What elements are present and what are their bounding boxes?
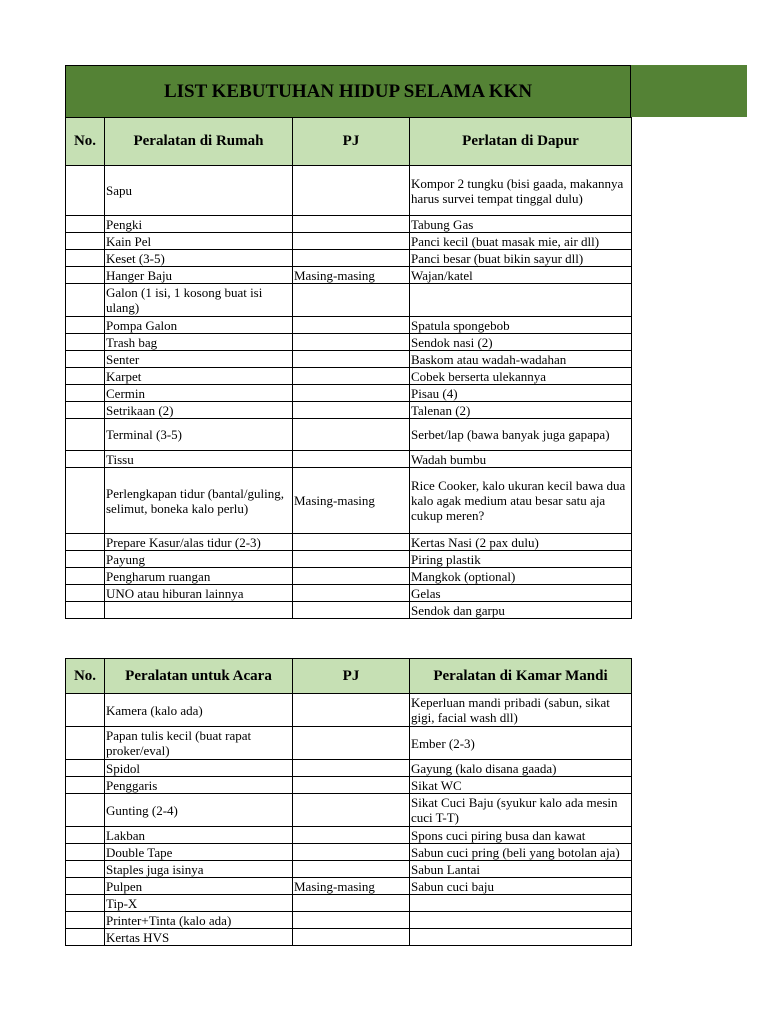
cell-pj [293,368,410,385]
cell-pj [293,419,410,451]
cell-no [66,895,105,912]
table-row [66,794,632,827]
cell-item: Sabun cuci baju [410,878,632,895]
table-row [66,534,632,551]
table-row [66,861,632,878]
cell-item: Spons cuci piring busa dan kawat [410,827,632,844]
cell-no [66,216,105,233]
cell-item [410,912,632,929]
cell-no [66,861,105,878]
table-row [66,912,632,929]
cell-no [66,844,105,861]
cell-pj [293,166,410,216]
cell-no [66,827,105,844]
cell-no [66,727,105,760]
cell-pj [293,334,410,351]
cell-item [105,602,293,619]
cell-pj [293,250,410,267]
col-header-kitchen-items: Perlatan di Dapur [410,118,632,166]
cell-pj [293,827,410,844]
cell-pj: Masing-masing [293,468,410,534]
cell-pj: Masing-masing [293,267,410,284]
cell-pj [293,794,410,827]
cell-pj [293,284,410,317]
cell-no [66,368,105,385]
cell-item: Kamera (kalo ada) [105,694,293,727]
cell-item: Terminal (3-5) [105,419,293,451]
cell-no [66,760,105,777]
cell-item: Sapu [105,166,293,216]
table-row [66,777,632,794]
cell-item: Sikat Cuci Baju (syukur kalo ada mesin cuci T-T) [410,794,632,827]
cell-item: Lakban [105,827,293,844]
cell-item: Panci besar (buat bikin sayur dll) [410,250,632,267]
cell-item: Karpet [105,368,293,385]
cell-item [410,929,632,946]
cell-no [66,585,105,602]
cell-pj [293,844,410,861]
cell-pj [293,568,410,585]
cell-no [66,468,105,534]
cell-item: Serbet/lap (bawa banyak juga gapapa) [410,419,632,451]
cell-item: Kertas HVS [105,929,293,946]
cell-item: Trash bag [105,334,293,351]
cell-item: Setrikaan (2) [105,402,293,419]
household-kitchen-table [65,117,632,619]
cell-item: Talenan (2) [410,402,632,419]
cell-no [66,419,105,451]
cell-pj [293,861,410,878]
cell-pj [293,777,410,794]
table-row [66,568,632,585]
cell-no [66,284,105,317]
table-row [66,694,632,727]
table-row [66,284,632,317]
cell-item: Pengki [105,216,293,233]
table-row [66,585,632,602]
col-header-house-items: Peralatan di Rumah [105,118,293,166]
table-row [66,166,632,216]
cell-no [66,929,105,946]
cell-pj [293,317,410,334]
cell-pj [293,385,410,402]
cell-no [66,317,105,334]
cell-item: Sabun cuci pring (beli yang botolan aja) [410,844,632,861]
cell-no [66,568,105,585]
cell-item [410,895,632,912]
cell-item: Keset (3-5) [105,250,293,267]
cell-item: Kompor 2 tungku (bisi gaada, makannya harus survei tempat tinggal dulu) [410,166,632,216]
cell-no [66,878,105,895]
table-row [66,250,632,267]
cell-pj [293,929,410,946]
cell-pj [293,727,410,760]
cell-item: Sabun Lantai [410,861,632,878]
cell-item: Ember (2-3) [410,727,632,760]
table-row [66,895,632,912]
cell-item: Gelas [410,585,632,602]
cell-item: Perlengkapan tidur (bantal/guling, selimut, boneka kalo perlu) [105,468,293,534]
cell-pj [293,534,410,551]
col-header-pj: PJ [293,118,410,166]
cell-item: Piring plastik [410,551,632,568]
cell-item [410,284,632,317]
cell-item: Pisau (4) [410,385,632,402]
cell-item: Sendok dan garpu [410,602,632,619]
col-header-event-items: Peralatan untuk Acara [105,659,293,694]
cell-pj: Masing-masing [293,878,410,895]
cell-pj [293,895,410,912]
cell-no [66,334,105,351]
table-row [66,385,632,402]
cell-no [66,267,105,284]
cell-item: Hanger Baju [105,267,293,284]
cell-item: Double Tape [105,844,293,861]
cell-item: Tissu [105,451,293,468]
cell-no [66,602,105,619]
cell-no [66,451,105,468]
cell-item: Payung [105,551,293,568]
table-row [66,233,632,250]
cell-item: UNO atau hiburan lainnya [105,585,293,602]
table-row [66,334,632,351]
cell-pj [293,760,410,777]
table-row [66,827,632,844]
table-row [66,402,632,419]
cell-item: Senter [105,351,293,368]
cell-no [66,777,105,794]
event-bathroom-table [65,658,632,946]
cell-item: Cobek berserta ulekannya [410,368,632,385]
table-row [66,468,632,534]
table-row [66,451,632,468]
cell-no [66,166,105,216]
cell-item: Spatula spongebob [410,317,632,334]
table-row [66,551,632,568]
cell-item: Kertas Nasi (2 pax dulu) [410,534,632,551]
cell-item: Gunting (2-4) [105,794,293,827]
cell-item: Pengharum ruangan [105,568,293,585]
table-row [66,216,632,233]
cell-item: Staples juga isinya [105,861,293,878]
col-header-pj: PJ [293,659,410,694]
cell-item: Gayung (kalo disana gaada) [410,760,632,777]
cell-no [66,794,105,827]
cell-pj [293,912,410,929]
cell-pj [293,233,410,250]
cell-no [66,534,105,551]
col-header-bathroom-items: Peralatan di Kamar Mandi [410,659,632,694]
cell-item: Baskom atau wadah-wadahan [410,351,632,368]
table-row [66,317,632,334]
cell-no [66,385,105,402]
cell-item: Kain Pel [105,233,293,250]
cell-no [66,351,105,368]
cell-item: Mangkok (optional) [410,568,632,585]
cell-item: Pompa Galon [105,317,293,334]
cell-item: Keperluan mandi pribadi (sabun, sikat gigi, facial wash dll) [410,694,632,727]
table-row [66,878,632,895]
cell-item: Rice Cooker, kalo ukuran kecil bawa dua kalo agak medium atau besar satu aja cukup meren? [410,468,632,534]
cell-item: Penggaris [105,777,293,794]
table-row [66,368,632,385]
cell-no [66,551,105,568]
cell-no [66,694,105,727]
cell-item: Tabung Gas [410,216,632,233]
col-header-no: No. [66,118,105,166]
cell-item: Wajan/katel [410,267,632,284]
table-row [66,602,632,619]
cell-item: Papan tulis kecil (buat rapat proker/eval) [105,727,293,760]
table-row [66,760,632,777]
table-row [66,267,632,284]
cell-item: Pulpen [105,878,293,895]
table-row [66,419,632,451]
cell-pj [293,694,410,727]
cell-item: Spidol [105,760,293,777]
cell-no [66,912,105,929]
cell-pj [293,602,410,619]
table-row [66,844,632,861]
cell-pj [293,585,410,602]
cell-pj [293,351,410,368]
cell-no [66,250,105,267]
cell-item: Sikat WC [410,777,632,794]
cell-item: Tip-X [105,895,293,912]
cell-no [66,402,105,419]
table-row [66,351,632,368]
cell-item: Galon (1 isi, 1 kosong buat isi ulang) [105,284,293,317]
sheet-title: LIST KEBUTUHAN HIDUP SELAMA KKN [65,65,631,118]
cell-item: Wadah bumbu [410,451,632,468]
col-header-no: No. [66,659,105,694]
cell-item: Panci kecil (buat masak mie, air dll) [410,233,632,250]
cell-pj [293,451,410,468]
cell-item: Cermin [105,385,293,402]
cell-pj [293,402,410,419]
table-row [66,727,632,760]
cell-no [66,233,105,250]
cell-item: Printer+Tinta (kalo ada) [105,912,293,929]
cell-item: Prepare Kasur/alas tidur (2-3) [105,534,293,551]
cell-pj [293,216,410,233]
cell-pj [293,551,410,568]
cell-item: Sendok nasi (2) [410,334,632,351]
table-row [66,929,632,946]
